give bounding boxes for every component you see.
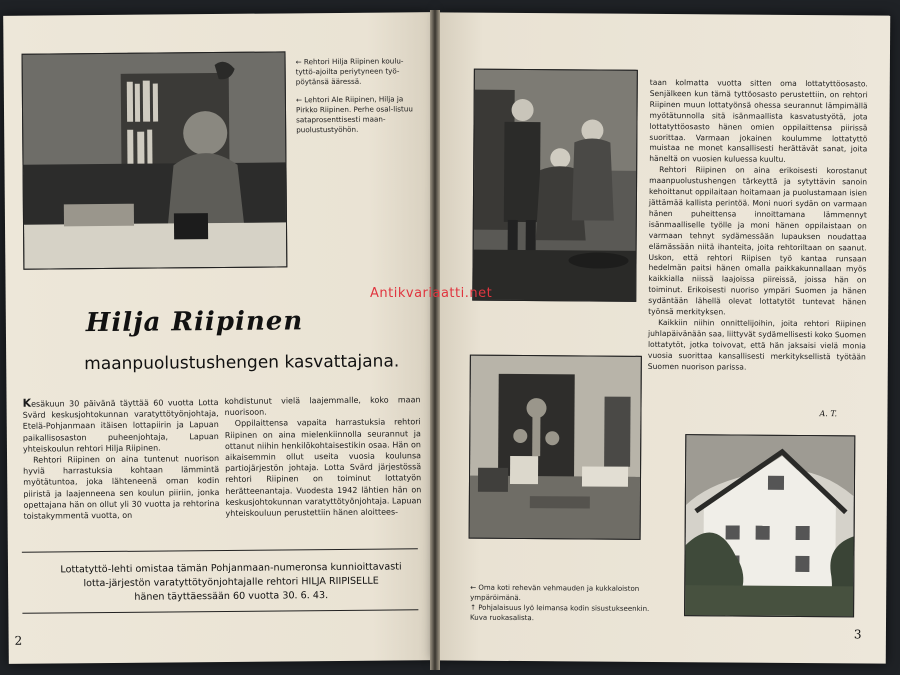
page-number-right: 3 [853,627,862,642]
caption-desk: ← Rehtori Hilja Riipinen koulu-tyttö-ajoilta periytyneen työ-pöytänsä ääressä. [295,56,404,87]
caption-dining: ↑ Pohjalaisuus lyö leimansa kodin sisustukseenkin. Kuva ruokasalista. [470,603,650,623]
caption-home: ← Oma koti rehevän vehmauden ja kukkaloiston ympäröimänä. [470,583,640,603]
dedication-line: Lottatyttö-lehti omistaa tämän Pohjanmaan-numeronsa kunnioittavasti [60,561,402,576]
dedication-line: lotta-järjestön varatyttötyönjohtajalle rehtori HILJA RIIPISELLE [83,575,379,590]
paragraph: Kaikkiin niihin onnittelijoihin, joita rehtori Riipinen juhlapäivänään saa, liittyvät sydämellisesti koko Suomen lottatytöt, jotka toivovat, että hän jaksaisi vielä monia vuosia suorittaa kansallisesti merkityksellistä työtään Suomen nuorison parissa. [647,317,867,372]
book-gutter [430,10,440,670]
article-column-1 [23,396,220,522]
photo-house [684,434,855,617]
photo-dining-room [469,355,642,540]
watermark: Antikvariaatti.net [370,286,493,301]
paragraph-text: esäkuun 30 päivänä täyttää 60 vuotta Lotta Svärd keskusjohtokunnan varatyttötyönjohtaja, Etelä-Pohjanmaan itäisen lottapiirin ja Lapuan paikallisosaston puheenjohtaja, Lapuan yhteiskoulun rehtori Hilja Riipinen. [22,398,219,454]
paragraph: kohdistunut vielä laajemmalle, koko maan nuorisoon. [224,395,421,418]
left-page [3,12,437,664]
left-captions [296,56,415,143]
dedication-rule-top [22,548,418,552]
paragraph: Rehtori Riipinen on aina tuntenut nuorison hyviä harrastuksia kohtaan lämmintä myötätuntoa, joka lähteneenä oman kodin piiristä ja laajenneena sen koulun piiriin, jonka opettajana hän on ollut yli 30 vuotta ja rehtorina toistakymmentä vuotta, on [23,454,220,521]
paragraph [23,396,219,455]
photo-family [472,69,638,302]
signature: A. T. [819,409,838,419]
photo-desk-portrait [22,51,288,269]
dedication-line: hänen täyttäessään 60 vuotta 30. 6. 43. [134,590,329,603]
paragraph: taan kolmatta vuotta sitten oma lottatyttöosasto. Senjälkeen kun tämä tyttöosasto perustettiin, on rehtori Riipinen muun lottatyönsä ohessa seurannut lämpimällä myötätunnolla sitä isänmaallista kasvatustyötä, jota lottatyttöosasto hänen omien oppilaittensa piirissä suorittaa. Varmaan jokainen koulumme lottatyttö muistaa ne monet kansallisesti herättävät sanat, joita häneltä on vuosien kuluessa kuultu. [649,77,868,165]
right-captions [470,583,660,624]
article-column-2 [225,394,422,519]
dropcap: K [22,396,32,410]
paragraph: Oppilaittensa vapaita harrastuksia rehtori Riipinen on aina mielenkiinnolla seurannut ja ottanut niihin henkilökohtaisestikin osaa. Hän on aikaisemmin ollut useita vuosia koulunsa partiojärjestön johtaja. Lotta Svärd järjestössä rehtori Riipinen on toiminut lottatyön herätteenantaja. Vuodesta 1942 lähtien hän on keskusjohtokunnan varatyttötyönjohtaja. Lapuan yhteiskouluun perustettiin hänen aloittees- [224,417,422,518]
article-column-3 [648,78,868,374]
right-page [434,12,891,663]
caption-family: ← Lehtori Ale Riipinen, Hilja ja Pirkko Riipinen. Perhe osal-listuu sataprosenttisesti maan-puolustustyöhön. [295,94,413,135]
page-number-left: 2 [14,633,23,648]
dedication-box [46,560,416,605]
article-subheadline: maanpuolustushengen kasvattajana. [84,351,400,375]
dedication-rule-bottom [22,609,418,613]
article-headline: Hilja Riipinen [85,306,304,339]
paragraph: Rehtori Riipinen on aina erikoisesti korostanut maanpuolustushengen tärkeyttä ja sytyttävin sanoin kehoittanut oppilaitaan hoitamaan ja puolustamaan isien jättämää kallista perintöä. Moni nuori sydän on varmaan hänen puheittensa innoittamana lämmennyt isänmaalliselle työlle ja moni hänen oppilaistaan on varmaan tehnyt sydämessään lupauksen noudattaa elämässään niitä ihanteita, joita rehtoriltaan on saanut. Uskon, että rehtori Riipisen työ kantaa runsaan hedelmän paitsi hänen omalla paikkakunnallaan myös kaikkialla niissä laajoissa piireissä, joissa hän on toiminut. Erikoisesti nuoriso ympäri Suomen ja hänen sydäntään lähellä olevat lottatytöt tuntevat hänen työnsä merkityksen. [648,165,868,317]
